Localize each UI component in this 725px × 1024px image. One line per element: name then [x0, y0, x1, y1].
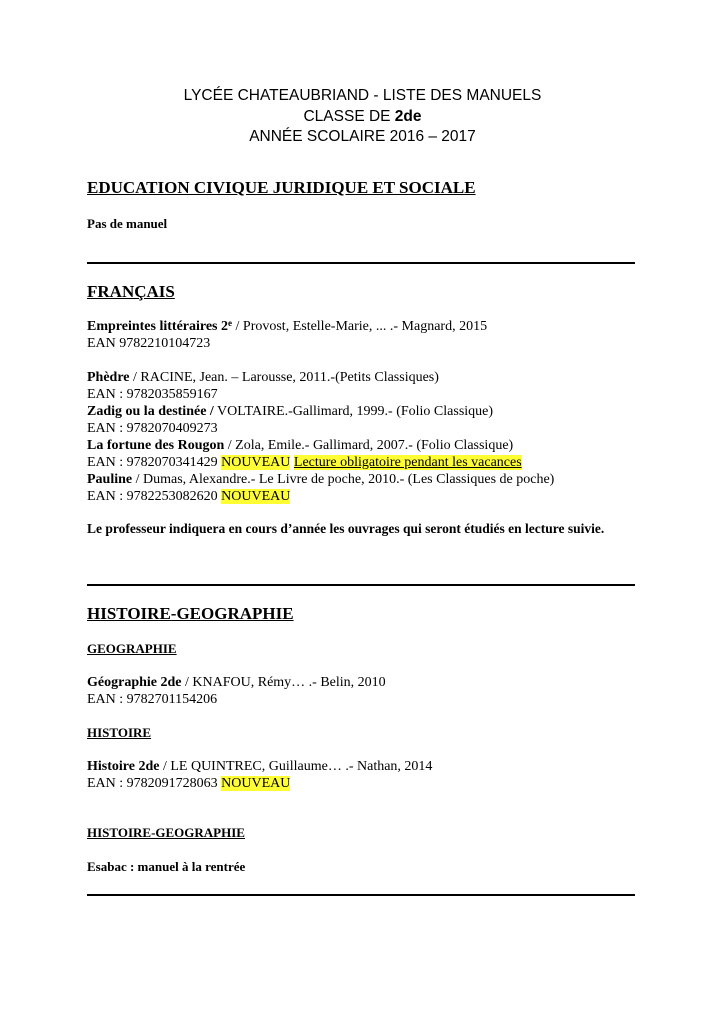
book-ean: EAN : 9782070409273 — [87, 421, 218, 436]
book-ean: EAN : 9782070341429 — [87, 455, 222, 470]
book-ean-line — [87, 488, 290, 505]
book-details: / Dumas, Alexandre.- Le Livre de poche, 2010.- (Les Classiques de poche) — [132, 472, 555, 487]
book-details: / KNAFOU, Rémy… .- Belin, 2010 — [181, 675, 386, 690]
book-title: Phèdre — [87, 370, 130, 385]
book-ean: EAN 9782210104723 — [87, 336, 211, 351]
book-title-superscript: e — [228, 318, 233, 328]
book-details: / Zola, Emile.- Gallimard, 2007.- (Folio Classique) — [224, 438, 514, 453]
book-histoire — [87, 758, 432, 775]
header-class-line — [0, 107, 725, 127]
book-fortune-rougon — [87, 437, 513, 454]
book-title: Zadig ou la destinée / — [87, 404, 214, 419]
book-details: / Provost, Estelle-Marie, ... .- Magnard, 2015 — [232, 319, 488, 334]
book-ean-line — [87, 454, 522, 471]
book-details: VOLTAIRE.-Gallimard, 1999.- (Folio Classique) — [213, 404, 494, 419]
book-ean: EAN : 9782091728063 — [87, 776, 222, 791]
book-zadig — [87, 403, 493, 420]
header-school-title: LYCÉE CHATEAUBRIAND - LISTE DES MANUELS — [183, 87, 542, 104]
ecjs-note: Pas de manuel — [87, 216, 168, 231]
section-title-histgeo: HISTOIRE-GEOGRAPHIE — [87, 604, 294, 623]
book-title: Histoire 2de — [87, 759, 160, 774]
new-badge: NOUVEAU — [221, 776, 291, 791]
new-badge: NOUVEAU — [221, 455, 291, 470]
header-class-prefix: CLASSE DE — [303, 108, 395, 125]
book-empreintes — [87, 318, 487, 335]
book-title: Pauline — [87, 472, 133, 487]
book-geographie — [87, 674, 386, 691]
teacher-note-paragraph: Le professeur indiquera en cours d’année les ouvrages qui seront étudiés en lecture suivie. — [87, 521, 605, 536]
subheading-histoire-geographie: HISTOIRE-GEOGRAPHIE — [87, 825, 245, 840]
book-pauline — [87, 471, 554, 488]
book-details: / RACINE, Jean. – Larousse, 2011.-(Petits Classiques) — [129, 370, 439, 385]
section-title-ecjs: EDUCATION CIVIQUE JURIDIQUE ET SOCIALE — [87, 178, 476, 197]
book-ean-line — [87, 775, 290, 792]
esabac-note: Esabac : manuel à la rentrée — [87, 859, 246, 874]
book-phedre — [87, 369, 439, 386]
book-title: Empreintes littéraires 2 — [87, 319, 229, 334]
book-title: Géographie 2de — [87, 675, 182, 690]
divider-3 — [87, 894, 635, 896]
book-ean: EAN : 9782035859167 — [87, 387, 218, 402]
header-school-year: ANNÉE SCOLAIRE 2016 – 2017 — [249, 128, 476, 145]
new-badge: NOUVEAU — [221, 489, 291, 504]
book-ean: EAN : 9782253082620 — [87, 489, 222, 504]
book-details: / LE QUINTREC, Guillaume… .- Nathan, 2014 — [159, 759, 433, 774]
book-title: La fortune des Rougon — [87, 438, 225, 453]
book-ean: EAN : 9782701154206 — [87, 692, 218, 707]
section-title-francais: FRANÇAIS — [87, 282, 175, 301]
mandatory-reading-note: Lecture obligatoire pendant les vacances — [293, 455, 522, 470]
subheading-histoire: HISTOIRE — [87, 725, 152, 740]
header-class-level: 2de — [394, 108, 422, 125]
divider-1 — [87, 262, 635, 264]
divider-2 — [87, 584, 635, 586]
subheading-geographie: GEOGRAPHIE — [87, 641, 177, 656]
